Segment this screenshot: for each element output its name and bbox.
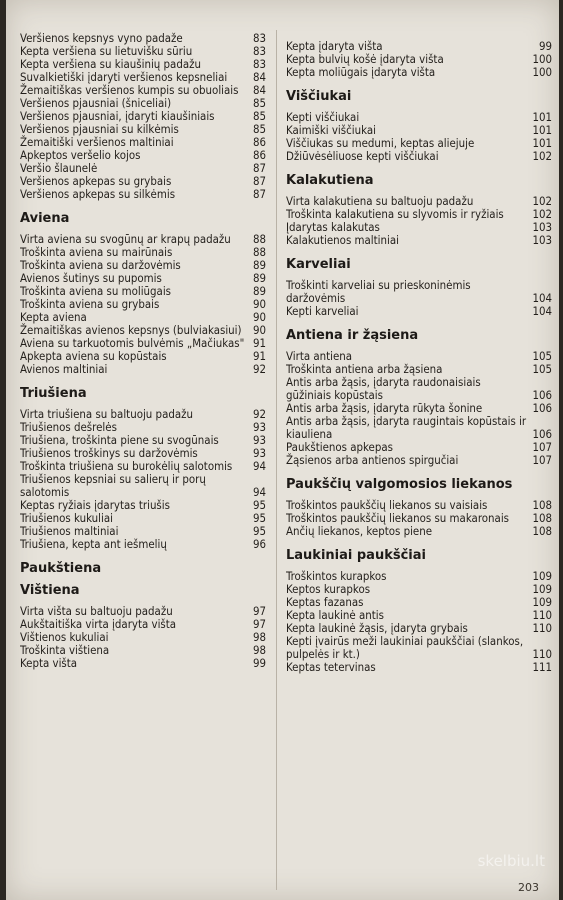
entry-page-number: 103 [532, 233, 552, 247]
entry-title: Antis arba žąsis, įdaryta rūkyta šonine [286, 401, 483, 415]
entry-title: Triušiena, troškinta piene su svogūnais [20, 433, 219, 447]
entry-title: Džiūvėsėliuose kepti viščiukai [286, 149, 439, 163]
entry-title: Veršienos pjausniai su kilkėmis [20, 122, 179, 136]
entry-title: Virta kalakutiena su baltuoju padažu [286, 194, 474, 208]
entry-page-number: 109 [532, 569, 552, 583]
entry-page-number: 108 [532, 524, 552, 538]
entry-page-number: 110 [532, 647, 552, 661]
entry-title: Paukštienos apkepas [286, 440, 393, 454]
toc-entry [20, 363, 266, 376]
entry-title: Kepta veršiena su lietuvišku sūriu [20, 44, 193, 58]
toc-entry [286, 415, 552, 441]
entry-title: Avienos šutinys su pupomis [20, 271, 162, 285]
entry-page-number: 92 [252, 407, 266, 421]
entry-title: Triušienos maltiniai [20, 524, 119, 538]
entry-title: Troškinta aviena su mairūnais [20, 245, 173, 259]
entry-title: Virta antiena [286, 349, 353, 363]
entry-title: Triušienos kukuliai [20, 511, 113, 525]
book-page [6, 0, 559, 900]
toc-entry [20, 657, 266, 670]
entry-page-number: 106 [532, 401, 552, 415]
entry-title: Kepta višta [20, 656, 78, 670]
entry-page-number: 90 [252, 323, 266, 337]
toc-right-column [286, 40, 552, 674]
entry-title: Troškintos kurapkos [286, 569, 387, 583]
entry-page-number: 98 [252, 630, 266, 644]
entry-title: Žemaitiškas avienos kepsnys (bulviakasiui) [20, 323, 242, 337]
entry-title: Suvalkietiški įdaryti veršienos kepsneliai [20, 70, 228, 84]
toc-entry [286, 305, 552, 318]
entry-title: Antis arba žąsis, įdaryta raugintais kopūstais ir kiauliena [286, 414, 527, 441]
entry-page-number: 95 [252, 524, 266, 538]
entry-page-number: 101 [532, 110, 552, 124]
entry-page-number: 94 [252, 485, 266, 499]
entry-page-number: 84 [252, 70, 266, 84]
entry-page-number: 103 [532, 220, 552, 234]
entry-title: Veršienos apkepas su silkėmis [20, 187, 176, 201]
entry-title: Veršienos pjausniai, įdaryti kiaušiniais [20, 109, 215, 123]
entry-page-number: 105 [532, 349, 552, 363]
entry-page-number: 101 [532, 136, 552, 150]
entry-title: Triušiena, kepta ant iešmelių [20, 537, 167, 551]
entry-page-number: 98 [252, 643, 266, 657]
section-heading: Viščiukai [286, 89, 352, 104]
watermark: skelbiu.lt [477, 852, 545, 870]
entry-page-number: 87 [252, 174, 266, 188]
entry-page-number: 104 [532, 291, 552, 305]
entry-page-number: 106 [532, 427, 552, 441]
entry-page-number: 110 [532, 608, 552, 622]
entry-title: Virta triušiena su baltuoju padažu [20, 407, 194, 421]
entry-page-number: 93 [252, 446, 266, 460]
entry-page-number: 85 [252, 96, 266, 110]
entry-page-number: 91 [252, 336, 266, 350]
entry-page-number: 100 [532, 52, 552, 66]
entry-page-number: 108 [532, 498, 552, 512]
entry-page-number: 109 [532, 595, 552, 609]
entry-page-number: 83 [252, 44, 266, 58]
entry-page-number: 102 [532, 194, 552, 208]
entry-title: Kepti įvairūs meži laukiniai paukščiai (slankos, pulpelės ir kt.) [286, 634, 524, 661]
entry-page-number: 95 [252, 498, 266, 512]
section-heading: Aviena [20, 211, 70, 226]
entry-title: Kepta laukinė antis [286, 608, 384, 622]
entry-title: Vištienos kukuliai [20, 630, 109, 644]
entry-page-number: 86 [252, 135, 266, 149]
entry-page-number: 90 [252, 310, 266, 324]
entry-page-number: 87 [252, 187, 266, 201]
entry-title: Veršienos kepsnys vyno padaže [20, 32, 183, 45]
entry-page-number: 97 [252, 604, 266, 618]
entry-page-number: 83 [252, 32, 266, 45]
entry-title: Keptos kurapkos [286, 582, 371, 596]
entry-page-number: 85 [252, 122, 266, 136]
section-heading: Triušiena [20, 386, 87, 401]
toc-entry [286, 525, 552, 538]
entry-title: Kepta laukinė žąsis, įdaryta grybais [286, 621, 468, 635]
entry-title: Troškinta triušiena su burokėlių salotomis [20, 459, 233, 473]
entry-page-number: 97 [252, 617, 266, 631]
entry-title: Veršio šlaunelė [20, 161, 98, 175]
entry-title: Veršienos pjausniai (šniceliai) [20, 96, 172, 110]
entry-page-number: 90 [252, 297, 266, 311]
entry-title: Kepta įdaryta višta [286, 40, 383, 53]
toc-entry [286, 661, 552, 674]
entry-page-number: 105 [532, 362, 552, 376]
toc-left-column [20, 32, 266, 670]
entry-page-number: 96 [252, 537, 266, 551]
entry-page-number: 109 [532, 582, 552, 596]
entry-title: Kaimiški viščiukai [286, 123, 376, 137]
entry-title: Apkepta aviena su kopūstais [20, 349, 167, 363]
entry-title: Žemaitiškas veršienos kumpis su obuoliais [20, 83, 239, 97]
entry-page-number: 107 [532, 453, 552, 467]
entry-title: Kepti karveliai [286, 304, 359, 318]
entry-title: Aukštaitiška virta įdaryta višta [20, 617, 177, 631]
entry-page-number: 99 [538, 40, 552, 53]
entry-page-number: 89 [252, 258, 266, 272]
entry-page-number: 102 [532, 149, 552, 163]
toc-entry [286, 635, 552, 661]
entry-title: Kepta moliūgais įdaryta višta [286, 65, 436, 79]
toc-entry [286, 66, 552, 79]
section-heading: Antiena ir žąsiena [286, 328, 419, 343]
toc-entry [286, 376, 552, 402]
entry-page-number: 104 [532, 304, 552, 318]
entry-page-number: 89 [252, 271, 266, 285]
entry-page-number: 88 [252, 232, 266, 246]
entry-page-number: 91 [252, 349, 266, 363]
entry-page-number: 102 [532, 207, 552, 221]
entry-title: Triušienos dešrelės [20, 420, 117, 434]
toc-entry [20, 188, 266, 201]
entry-title: Virta aviena su svogūnų ar krapų padažu [20, 232, 231, 246]
entry-page-number: 84 [252, 83, 266, 97]
entry-page-number: 86 [252, 148, 266, 162]
entry-page-number: 106 [532, 388, 552, 402]
section-heading: Paukščių valgomosios liekanos [286, 477, 513, 492]
entry-page-number: 110 [532, 621, 552, 635]
entry-page-number: 87 [252, 161, 266, 175]
entry-page-number: 107 [532, 440, 552, 454]
toc-entry [286, 150, 552, 163]
section-heading: Karveliai [286, 257, 351, 272]
entry-title: Viščiukas su medumi, keptas aliejuje [286, 136, 475, 150]
entry-page-number: 94 [252, 459, 266, 473]
entry-title: Troškinta aviena su daržovėmis [20, 258, 181, 272]
entry-title: Antis arba žąsis, įdaryta raudonaisiais gūžiniais kopūstais [286, 375, 481, 402]
entry-title: Keptas fazanas [286, 595, 364, 609]
entry-page-number: 95 [252, 511, 266, 525]
entry-page-number: 89 [252, 284, 266, 298]
entry-page-number: 88 [252, 245, 266, 259]
toc-entry [286, 279, 552, 305]
entry-title: Avienos maltiniai [20, 362, 108, 376]
entry-page-number: 100 [532, 65, 552, 79]
entry-title: Kalakutienos maltiniai [286, 233, 399, 247]
entry-title: Veršienos apkepas su grybais [20, 174, 172, 188]
entry-title: Keptas tetervinas [286, 660, 376, 674]
entry-page-number: 92 [252, 362, 266, 376]
toc-entry [286, 454, 552, 467]
entry-title: Triušienos troškinys su daržovėmis [20, 446, 198, 460]
entry-title: Ančių liekanos, keptos piene [286, 524, 433, 538]
entry-page-number: 93 [252, 420, 266, 434]
page-number: 203 [518, 881, 539, 894]
entry-page-number: 85 [252, 109, 266, 123]
entry-title: Troškinta aviena su grybais [20, 297, 160, 311]
entry-page-number: 93 [252, 433, 266, 447]
entry-page-number: 111 [532, 660, 552, 674]
entry-page-number: 83 [252, 57, 266, 71]
entry-title: Apkeptos veršelio kojos [20, 148, 141, 162]
entry-title: Keptas ryžiais įdarytas triušis [20, 498, 170, 512]
entry-page-number: 101 [532, 123, 552, 137]
section-heading: Paukštiena [20, 561, 102, 576]
entry-title: Troškinta antiena arba žąsiena [286, 362, 443, 376]
entry-title: Troškinta vištiena [20, 643, 110, 657]
toc-entry [20, 538, 266, 551]
entry-title: Virta višta su baltuoju padažu [20, 604, 173, 618]
section-heading: Kalakutiena [286, 173, 374, 188]
entry-title: Troškinta aviena su moliūgais [20, 284, 172, 298]
entry-title: Žemaitiški veršienos maltiniai [20, 135, 174, 149]
entry-page-number: 108 [532, 511, 552, 525]
entry-title: Aviena su tarkuotomis bulvėmis „Mačiukas" [20, 336, 245, 350]
entry-title: Žąsienos arba antienos spirgučiai [286, 453, 459, 467]
entry-title: Troškintos paukščių liekanos su makaronais [286, 511, 510, 525]
column-divider [276, 30, 277, 890]
entry-title: Kepta bulvių košė įdaryta višta [286, 52, 444, 66]
entry-title: Kepta veršiena su kiaušinių padažu [20, 57, 201, 71]
toc-entry [20, 473, 266, 499]
entry-page-number: 99 [252, 656, 266, 670]
entry-title: Triušienos kepsniai su salierų ir porų salotomis [20, 472, 206, 499]
entry-title: Troškintos paukščių liekanos su vaisiais [286, 498, 488, 512]
entry-title: Troškinta kalakutiena su slyvomis ir ryžiais [286, 207, 504, 221]
toc-entry [286, 234, 552, 247]
entry-title: Troškinti karveliai su prieskoninėmis daržovėmis [286, 278, 471, 305]
section-heading: Vištiena [20, 583, 80, 598]
entry-title: Įdarytas kalakutas [286, 220, 380, 234]
entry-title: Kepta aviena [20, 310, 87, 324]
section-heading: Laukiniai paukščiai [286, 548, 426, 563]
entry-title: Kepti viščiukai [286, 110, 360, 124]
